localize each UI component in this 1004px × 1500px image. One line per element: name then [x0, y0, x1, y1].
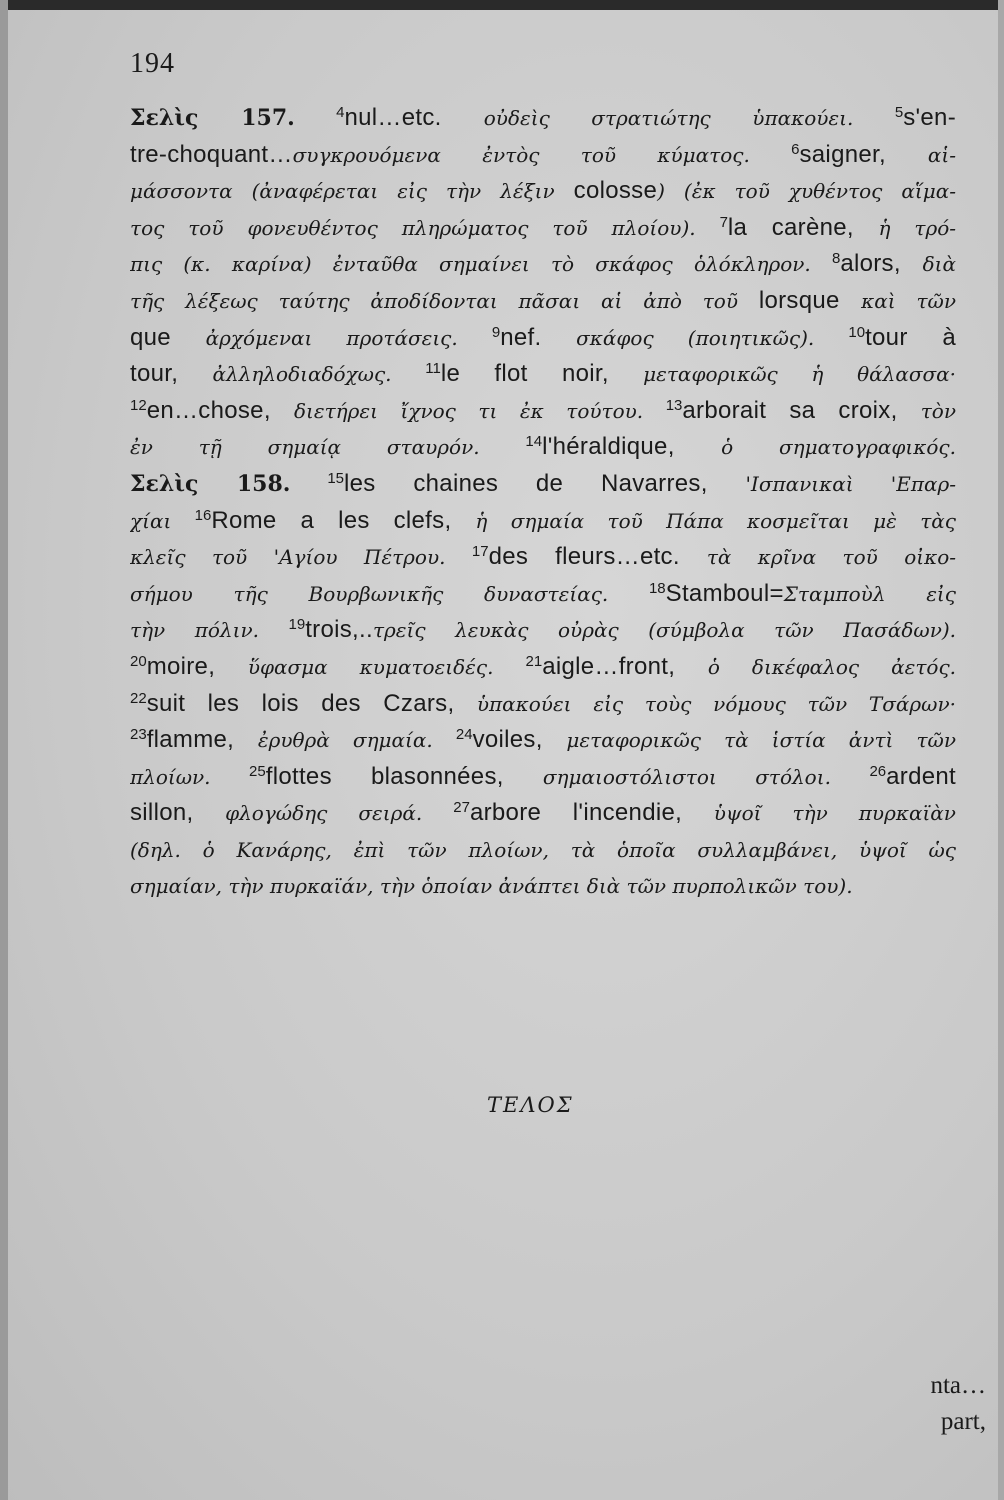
- page-heading: Σελὶς 157.: [130, 105, 295, 131]
- text-line: [130, 503, 956, 540]
- greek-gloss: ὁ δικέφαλος ἀετός.: [707, 654, 956, 679]
- text-line: [130, 393, 956, 430]
- note-number: 20: [130, 652, 147, 670]
- note-number: 8: [831, 250, 841, 268]
- greek-gloss: μάσσοντα (ἀναφέρεται εἰς τὴν λέξιν: [130, 179, 574, 204]
- french-term: arborait sa croix,: [682, 396, 921, 424]
- french-term: aigle…front,: [542, 652, 708, 680]
- french-term: sillon,: [130, 799, 226, 827]
- margin-note-1: nta…: [930, 1372, 986, 1399]
- french-term: nul…etc.: [344, 104, 484, 131]
- text-line: [130, 173, 956, 210]
- greek-gloss: διὰ: [922, 252, 956, 277]
- french-term: nef.: [500, 323, 577, 351]
- greek-gloss: οὐδεὶς στρατιώτης ὑπακούει.: [483, 106, 895, 130]
- greek-gloss: φλογώδης σειρά.: [225, 801, 454, 826]
- french-term: Rome a les clefs,: [211, 506, 476, 534]
- text-line: [130, 539, 956, 576]
- greek-gloss: αἱ-: [927, 142, 956, 167]
- note-number: 22: [130, 689, 147, 707]
- greek-gloss: μεταφορικῶς τὰ ἱστία ἀντὶ τῶν: [566, 728, 956, 753]
- greek-gloss: συγκρουόμενα ἐντὸς τοῦ κύματος.: [292, 142, 792, 167]
- text-segment: [290, 470, 327, 497]
- greek-gloss: ἡ σημαία τοῦ Πάπα κοσμεῖται μὲ τὰς: [475, 508, 956, 533]
- note-number: 15: [327, 469, 345, 487]
- greek-gloss: τὰ κρῖνα τοῦ οἰκο-: [706, 545, 956, 570]
- margin-note-2: part,: [940, 1408, 986, 1435]
- greek-gloss: 'Ισπανικαὶ 'Επαρ-: [745, 471, 956, 496]
- greek-gloss: τῆς λέξεως ταύτης ἀποδίδονται πᾶσαι αἱ ἀπὸ τοῦ: [130, 288, 759, 313]
- greek-gloss: Σταμποὺλ εἰς: [783, 581, 956, 606]
- end-mark: ΤΕΛΟΣ: [487, 1093, 574, 1117]
- note-number: 27: [453, 799, 470, 817]
- greek-gloss: ἀλληλοδιαδόχως.: [212, 362, 426, 387]
- french-term: trois,..: [305, 616, 373, 644]
- greek-gloss: καὶ τῶν: [861, 288, 956, 313]
- greek-gloss: ὑψοῖ τὴν πυρκαϊὰν: [713, 801, 956, 826]
- french-term: la carène,: [727, 213, 879, 241]
- note-number: 10: [848, 323, 866, 341]
- note-number: 25: [249, 762, 266, 780]
- note-number: 5: [894, 104, 904, 121]
- page-heading: Σελὶς 158.: [130, 470, 291, 497]
- greek-gloss: σκάφος (ποιητικῶς).: [576, 325, 849, 350]
- greek-gloss: πις (κ. καρίνα) ἐνταῦθα σημαίνει τὸ σκάφος ὁλόκληρον.: [130, 252, 832, 277]
- text-line: [130, 283, 956, 320]
- text-line: [130, 795, 956, 832]
- greek-gloss: μεταφορικῶς ἡ θάλασσα·: [643, 362, 956, 387]
- note-number: 11: [425, 360, 441, 378]
- note-number: 12: [130, 396, 147, 414]
- french-term: voiles,: [472, 726, 567, 754]
- text-line: [130, 759, 956, 796]
- french-term: l'héraldique,: [542, 433, 722, 461]
- french-term: en…chose,: [146, 396, 294, 424]
- french-term: flamme,: [146, 726, 258, 754]
- text-line: [130, 576, 956, 613]
- greek-gloss: τὸν: [920, 398, 956, 423]
- note-number: 13: [665, 396, 683, 414]
- french-term: alors,: [840, 250, 923, 278]
- text-line: [130, 210, 956, 247]
- french-term: moire,: [146, 652, 248, 680]
- page-top-edge: [0, 0, 1004, 10]
- note-number: 26: [869, 762, 887, 780]
- page-number: 194: [130, 48, 175, 79]
- greek-gloss: σημαίαν, τὴν πυρκαϊάν, τὴν ὁποίαν ἀνάπτει διὰ τῶν πυρπολικῶν του).: [130, 874, 853, 899]
- greek-gloss: τος τοῦ φονευθέντος πληρώματος τοῦ πλοίου).: [130, 215, 720, 240]
- french-term: tour,: [130, 360, 213, 388]
- text-line: [130, 649, 956, 686]
- note-number: 18: [648, 579, 666, 597]
- french-term: s'en-: [903, 104, 956, 131]
- french-term: des fleurs…etc.: [488, 543, 707, 571]
- french-term: le flot noir,: [440, 360, 644, 388]
- text-line: [130, 320, 956, 357]
- text-line: [130, 429, 956, 466]
- text-line: [130, 356, 956, 393]
- french-term: flottes blasonnées,: [265, 762, 543, 790]
- note-number: 4: [336, 104, 345, 121]
- page-right-edge: [998, 0, 1004, 1500]
- french-term: les chaines de Navarres,: [344, 469, 746, 497]
- text-line: [130, 246, 956, 283]
- note-number: 6: [791, 140, 800, 158]
- french-term: ardent: [886, 762, 956, 790]
- text-line: [130, 466, 956, 503]
- greek-gloss: ὑπακούει εἰς τοὺς νόμους τῶν Τσάρων·: [476, 691, 956, 716]
- greek-gloss: ἡ τρό-: [878, 215, 956, 240]
- note-number: 14: [525, 433, 543, 451]
- greek-gloss: ἐν τῇ σημαίᾳ σταυρόν.: [130, 435, 526, 460]
- greek-gloss: ἀρχόμεναι προτάσεις.: [205, 325, 492, 350]
- greek-gloss: ὁ σηματογραφικός.: [721, 435, 956, 460]
- greek-gloss: ) (ἐκ τοῦ χυθέντος αἵμα-: [657, 179, 956, 204]
- text-line: [130, 722, 956, 759]
- greek-gloss: σημαιοστόλιστοι στόλοι.: [542, 764, 870, 789]
- greek-gloss: τρεῖς λευκὰς οὐρὰς (σύμβολα τῶν Πασάδων).: [372, 618, 956, 643]
- french-term: colosse: [573, 177, 658, 205]
- greek-gloss: (δηλ. ὁ Κανάρης, ἐπὶ τῶν πλοίων, τὰ ὁποῖα συλλαμβάνει, ὑψοῖ ὡς: [130, 837, 956, 862]
- text-segment: [295, 104, 336, 131]
- french-term: lorsque: [758, 286, 862, 314]
- note-number: 19: [288, 616, 306, 634]
- note-number: 24: [455, 726, 473, 744]
- text-line: [130, 832, 956, 869]
- note-number: 7: [719, 213, 728, 231]
- text-line: [130, 868, 956, 905]
- greek-gloss: ἐρυθρὰ σημαία.: [257, 728, 456, 753]
- greek-gloss: κλεῖς τοῦ 'Αγίου Πέτρου.: [130, 545, 472, 570]
- note-number: 21: [525, 652, 543, 670]
- text-line: [130, 137, 956, 174]
- page-left-edge: [0, 0, 8, 1500]
- french-term: suit les lois des Czars,: [146, 689, 477, 717]
- note-number: 17: [471, 543, 489, 561]
- note-number: 9: [491, 323, 501, 341]
- french-term: arbore l'incendie,: [469, 799, 714, 827]
- greek-gloss: πλοίων.: [130, 764, 250, 789]
- greek-gloss: τὴν πόλιν.: [130, 618, 289, 643]
- notes-body: [130, 100, 956, 905]
- french-term: tre-choquant…: [130, 140, 293, 168]
- note-number: 16: [194, 506, 212, 524]
- text-line: [130, 686, 956, 723]
- greek-gloss: ὕφασμα κυματοειδές.: [247, 654, 526, 679]
- note-number: 23: [130, 726, 147, 744]
- french-term: Stamboul=: [665, 579, 784, 607]
- text-line: [130, 100, 956, 137]
- french-term: que: [130, 323, 206, 351]
- greek-gloss: σήμου τῆς Βουρβωνικῆς δυναστείας.: [130, 581, 649, 606]
- text-line: [130, 612, 956, 649]
- greek-gloss: διετήρει ἴχνος τι ἐκ τούτου.: [293, 398, 666, 423]
- greek-gloss: χίαι: [130, 508, 195, 533]
- french-term: tour à: [865, 323, 956, 351]
- french-term: saigner,: [799, 140, 928, 168]
